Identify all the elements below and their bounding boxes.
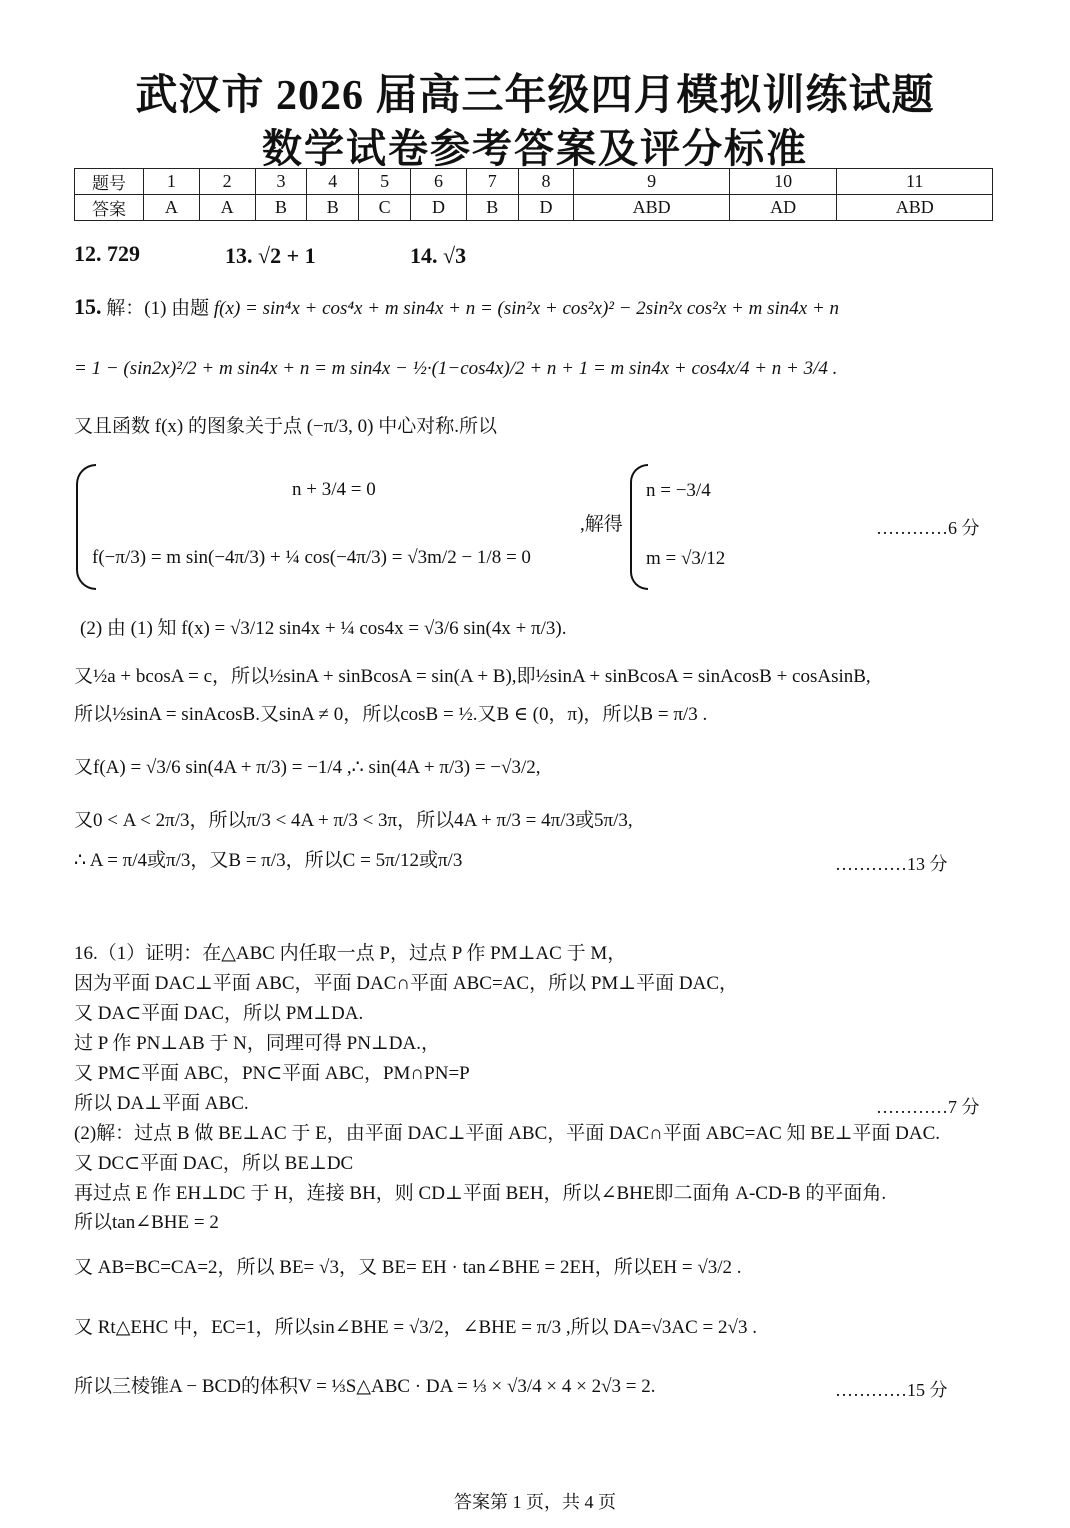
q16-line-10: 所以tan∠BHE = 2 (74, 1212, 219, 1233)
q15-intro: 解：(1) 由题 (106, 298, 210, 319)
title-line-2: 数学试卷参考答案及评分标准 (262, 126, 808, 171)
question-number: 6 (411, 169, 467, 195)
q16-line-9: 再过点 E 作 EH⊥DC 于 H，连接 BH，则 CD⊥平面 BEH，所以∠BHE即二面角 A-CD-B 的平面角. (74, 1183, 887, 1204)
q15-line-d: 又0 < A < 2π/3，所以π/3 < 4A + π/3 < 3π，所以4A + π/3 = 4π/3或5π/3, (74, 810, 633, 831)
answer-table (74, 168, 993, 221)
q15-line-2 (74, 356, 837, 382)
score-6: …………6 分 (876, 518, 980, 538)
q15-line-1 (74, 294, 839, 322)
question-number: 7 (466, 169, 518, 195)
answer-table-answer-row (75, 195, 993, 221)
q15-expr-2: = 1 − (sin2x)²/2 + m sin4x + n = m sin4x − ½·(1−cos4x)/2 + n + 1 = m sin4x + cos4x/4 + n + 3/4 . (74, 358, 838, 379)
answer-q14 (410, 243, 466, 269)
q16-line-8: 又 DC⊂平面 DAC，所以 BE⊥DC (74, 1153, 354, 1174)
question-number: 10 (729, 169, 837, 195)
q16-line-6: 所以 DA⊥平面 ABC. (74, 1093, 249, 1114)
q15-expr-1: f(x) = sin⁴x + cos⁴x + m sin4x + n = (sin²x + cos²x)² − 2sin²x cos²x + m sin4x + n (213, 298, 840, 319)
q15-eq2: f(−π/3) = m sin(−4π/3) + ¼ cos(−4π/3) = √3m/2 − 1/8 = 0 (92, 547, 531, 568)
q16-line-4: 过 P 作 PN⊥AB 于 N，同理可得 PN⊥DA.， (74, 1033, 440, 1054)
question-number: 9 (574, 169, 729, 195)
q13-value: √2 + 1 (258, 243, 316, 268)
answer-q12: 12. 729 (74, 241, 140, 266)
answer-cell: B (466, 195, 518, 221)
table-header-label: 题号 (75, 169, 144, 195)
q15-sol-n: n = −3/4 (646, 480, 711, 501)
question-number: 2 (199, 169, 255, 195)
answer-q13 (225, 243, 316, 269)
question-number: 5 (359, 169, 411, 195)
score-13: …………13 分 (835, 854, 948, 874)
score-7: …………7 分 (876, 1097, 980, 1117)
q15-solve-word: ,解得 (580, 514, 623, 535)
score-15: …………15 分 (835, 1380, 948, 1400)
q15-symmetry-line: 又且函数 f(x) 的图象关于点 (−π/3, 0) 中心对称.所以 (74, 416, 497, 437)
q16-line-1: 16.（1）证明：在△ABC 内任取一点 P，过点 P 作 PM⊥AC 于 M， (74, 943, 627, 964)
q14-prefix: 14. (410, 243, 438, 268)
question-number: 4 (307, 169, 359, 195)
system-brace-left (76, 464, 96, 590)
q16-line-2: 因为平面 DAC⊥平面 ABC，平面 DAC∩平面 ABC=AC，所以 PM⊥平面 DAC， (74, 973, 739, 994)
page-footer: 答案第 1 页，共 4 页 (454, 1492, 616, 1512)
q15-part2: (2) 由 (1) 知 f(x) = √3/12 sin4x + ¼ cos4x = √3/6 sin(4x + π/3). (80, 618, 567, 639)
answer-cell: ABD (574, 195, 729, 221)
q15-label: 15. (74, 294, 102, 319)
question-number: 8 (518, 169, 574, 195)
q16-line-11: 又 AB=BC=CA=2，所以 BE= √3，又 BE= EH · tan∠BHE = 2EH，所以EH = √3/2 . (74, 1257, 742, 1278)
answer-cell: AD (729, 195, 837, 221)
q15-eq1: n + 3/4 = 0 (292, 479, 376, 500)
question-number: 1 (144, 169, 200, 195)
q16-line-12: 又 Rt△EHC 中，EC=1，所以sin∠BHE = √3/2，∠BHE = π/3 ,所以 DA=√3AC = 2√3 . (74, 1317, 757, 1338)
answer-cell: A (199, 195, 255, 221)
answer-cell: D (518, 195, 574, 221)
answer-cell: D (411, 195, 467, 221)
answer-cell: A (144, 195, 200, 221)
q13-prefix: 13. (225, 243, 253, 268)
answer-cell: C (359, 195, 411, 221)
answer-table-number-row (75, 169, 993, 195)
q16-line-3: 又 DA⊂平面 DAC，所以 PM⊥DA. (74, 1003, 364, 1024)
q16-line-13: 所以三棱锥A − BCD的体积V = ⅓S△ABC · DA = ⅓ × √3/4 × 4 × 2√3 = 2. (74, 1376, 656, 1397)
question-number: 3 (255, 169, 307, 195)
answer-cell: ABD (837, 195, 993, 221)
q15-line-e: ∴ A = π/4或π/3，又B = π/3，所以C = 5π/12或π/3 (74, 850, 463, 871)
title-line-1: 武汉市 2026 届高三年级四月模拟训练试题 (135, 73, 935, 119)
answer-cell: B (307, 195, 359, 221)
q15-line-b: 所以½sinA = sinAcosB.又sinA ≠ 0，所以cosB = ½.又B ∈ (0，π)，所以B = π/3 . (74, 704, 708, 725)
question-number: 11 (837, 169, 993, 195)
q15-sol-m: m = √3/12 (646, 548, 726, 569)
q16-line-5: 又 PM⊂平面 ABC，PN⊂平面 ABC，PM∩PN=P (74, 1063, 470, 1084)
q15-line-a: 又½a + bcosA = c，所以½sinA + sinBcosA = sin(A + B),即½sinA + sinBcosA = sinAcosB + cosAsinB, (74, 666, 871, 687)
q16-line-7: (2)解：过点 B 做 BE⊥AC 于 E，由平面 DAC⊥平面 ABC，平面 DAC∩平面 ABC=AC 知 BE⊥平面 DAC. (74, 1123, 941, 1144)
table-answer-label: 答案 (75, 195, 144, 221)
q14-value: √3 (443, 243, 467, 268)
q15-line-c: 又f(A) = √3/6 sin(4A + π/3) = −1/4 ,∴ sin(4A + π/3) = −√3/2, (74, 757, 541, 778)
answer-cell: B (255, 195, 307, 221)
